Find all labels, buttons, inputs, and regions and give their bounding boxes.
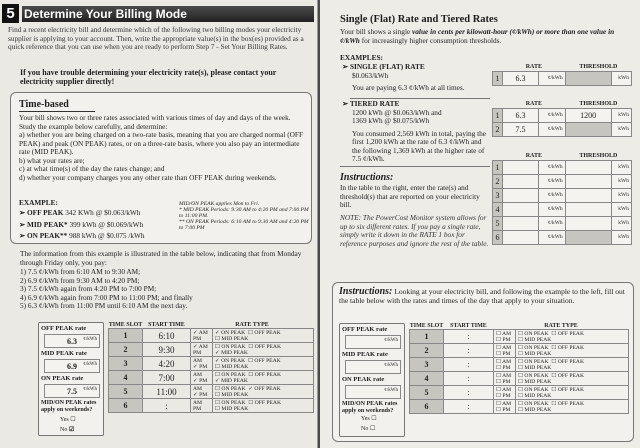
pm-option: PM	[502, 406, 511, 413]
on-peak-option: ON PEAK	[221, 343, 246, 350]
schedule-line: 4) 6.9 ¢/kWh again from 7:00 PM to 11:00 PM; and finally	[20, 292, 193, 302]
slot-number: 3	[109, 357, 143, 371]
ampm-cell[interactable]: ☐ AM ☐ PM	[494, 330, 516, 344]
table-row	[109, 343, 314, 357]
instructions-text: In the table to the right, enter the rate(s) and threshold(s) that are reported on your electricity bill.	[340, 183, 480, 209]
table-row	[109, 371, 314, 385]
col-header: RATE TYPE	[544, 323, 578, 329]
slot-number: 3	[410, 358, 444, 372]
instructions2-heading: Instructions:	[339, 286, 393, 297]
on-peak-option: ON PEAK	[524, 330, 549, 337]
instructions-heading: Instructions:	[340, 172, 394, 183]
rate-input[interactable]: 7.5	[503, 122, 539, 136]
rate-type-cell[interactable]: ☐ ON PEAK ☐ OFF PEAK ✓ MID PEAK	[213, 343, 314, 357]
time-based-heading: Time-based	[19, 99, 69, 110]
off-peak-field[interactable]	[44, 334, 100, 348]
rate-input[interactable]	[503, 202, 539, 216]
off-peak-option: OFF PEAK	[557, 344, 585, 351]
threshold-input	[565, 122, 611, 136]
am-option: AM	[193, 371, 203, 378]
kwh-label: kWh	[611, 71, 631, 85]
unit-label: ¢/kWh	[384, 388, 398, 393]
rates-title: Single (Flat) Rate and Tiered Rates	[340, 14, 498, 25]
mid-peak-label: MID PEAK rate	[41, 350, 87, 357]
unit-label: ¢/kWh	[384, 363, 398, 368]
threshold-input[interactable]	[565, 174, 611, 188]
off-peak-option: OFF PEAK	[557, 400, 585, 407]
rate-value: 988 kWh @ $0.075 /kWh	[69, 231, 145, 240]
mid-peak-value: 6.9	[67, 362, 77, 371]
off-peak-option: OFF PEAK	[254, 399, 282, 406]
threshold-input[interactable]	[565, 216, 611, 230]
schedule-line: 1) 7.5 ¢/kWh from 6:10 AM to 9:30 AM;	[20, 267, 141, 276]
tiered-note: You consumed 2,569 kWh in total, paying the first 1,200 kWh at the rate of 6.3 ¢/kWh and the following 1,369 kWh at the higher rate of 7.5 ¢/kWh.	[352, 128, 487, 163]
rate-name: OFF PEAK	[26, 208, 64, 217]
unit-label: ¢/kWh	[83, 337, 97, 342]
row-number: 6	[493, 230, 503, 244]
note-text: NOTE: The PowerCost Monitor system allows for up to six different rates. If you pay a single rate, simply write it down in the RATE 1 box for reference purposes and ignore the rest of the table.	[340, 213, 489, 248]
am-option: AM	[502, 386, 512, 393]
on-peak-field[interactable]	[44, 384, 100, 398]
unit-label: ¢/kWh	[539, 71, 566, 85]
rate-type-cell[interactable]: ☐ ON PEAK ☐ OFF PEAK ☐ MID PEAK	[516, 400, 629, 414]
table-row	[410, 372, 629, 386]
no-label: No	[60, 427, 68, 433]
threshold-header: THRESHOLD	[579, 100, 618, 107]
table-row	[109, 329, 314, 343]
rate-type-cell[interactable]: ☐ ON PEAK ☐ OFF PEAK ☐ MID PEAK	[213, 399, 314, 413]
slot-number: 1	[109, 329, 143, 343]
tiered-line: 1369 kWh @ $0.075/kWh	[352, 116, 430, 125]
peak-notes	[179, 201, 309, 231]
rate-header: RATE	[525, 152, 542, 159]
row-number: 1	[493, 108, 503, 122]
ampm-cell[interactable]	[191, 399, 213, 413]
table-row	[109, 385, 314, 399]
step-number-badge: 5	[2, 4, 19, 23]
list-item: d) whether your company charges you any other rate than OFF PEAK during weekends.	[19, 172, 277, 182]
row-number: 4	[493, 202, 503, 216]
ampm-cell[interactable]: AM ✓ PM	[191, 385, 213, 399]
schedule-line: 3) 7.5 ¢/kWh again from 4:20 PM to 7:00 PM;	[20, 284, 157, 293]
slot-number: 1	[410, 330, 444, 344]
kwh-label: kWh	[611, 108, 631, 122]
col-header: TIME SLOT	[108, 322, 143, 328]
off-peak-option: OFF PEAK	[557, 358, 585, 365]
yes-label: Yes	[361, 416, 370, 422]
section-title: Determine Your Billing Mode	[22, 6, 314, 22]
pm-option: PM	[193, 335, 202, 342]
schedule-line: 5) 6.3 ¢/kWh from 11:00 PM until 6:10 AM the next day.	[20, 301, 188, 310]
time-based-description: Your bill shows two or three rates associated with various times of day and days of the week. Study the example below carefully, and determine:	[19, 113, 291, 131]
rate-input[interactable]	[503, 216, 539, 230]
col-header: START TIME	[450, 323, 487, 329]
am-option: AM	[193, 357, 203, 364]
unit-label: ¢/kWh	[83, 387, 97, 392]
rate-value: 399 kWh @ $0.069/kWh	[69, 219, 144, 229]
mid-peak-option: MID PEAK	[524, 336, 552, 343]
tiered-title: TIERED RATE	[349, 99, 400, 108]
tiered-line: 1200 kWh @ $0.063/kWh and	[352, 107, 442, 117]
flat-rate-table	[492, 63, 632, 86]
rate-input[interactable]	[503, 230, 539, 244]
unit-label: ¢/kWh	[539, 188, 566, 202]
unit-label: ¢/kWh	[83, 362, 97, 367]
time-slot-table	[108, 322, 314, 413]
slot-number: 2	[109, 343, 143, 357]
row-number: 1	[493, 71, 503, 85]
am-option: AM	[502, 400, 512, 407]
rate-type-cell[interactable]: ☐ ON PEAK ☐ OFF PEAK ✓ MID PEAK	[213, 371, 314, 385]
row-number: 2	[493, 174, 503, 188]
rate-header: RATE	[525, 100, 542, 107]
ampm-cell[interactable]: AM ✓ PM	[191, 371, 213, 385]
mid-peak-option: MID PEAK	[524, 350, 552, 357]
mid-peak-option: MID PEAK	[524, 378, 552, 385]
mid-peak-option: MID PEAK	[221, 377, 248, 384]
weekend-label: MID/ON PEAK rates apply on weekends?	[342, 401, 398, 414]
table-row	[410, 344, 629, 358]
on-peak-option: ON PEAK	[524, 358, 549, 365]
am-option: AM	[198, 343, 208, 350]
table-row	[410, 330, 629, 344]
threshold-input[interactable]: 1200	[565, 108, 611, 122]
threshold-input[interactable]	[565, 202, 611, 216]
blank-rate-table	[492, 152, 632, 245]
rate-input[interactable]: 6.3	[503, 71, 539, 85]
pm-option: PM	[502, 336, 511, 343]
off-peak-option: OFF PEAK	[254, 343, 282, 350]
rate-type-cell[interactable]: ☐ ON PEAK ☐ OFF PEAK ☐ MID PEAK	[516, 344, 629, 358]
list-item: c) at what time(s) of the day the rates change; and	[19, 164, 165, 173]
rate-name: ON PEAK**	[26, 231, 68, 240]
unit-label: ¢/kWh	[539, 230, 566, 244]
pm-option: PM	[502, 378, 511, 385]
on-peak-option: ON PEAK	[524, 400, 549, 407]
table-row	[493, 174, 632, 188]
mid-peak-field[interactable]	[44, 359, 100, 373]
mid-peak-option: MID PEAK	[524, 364, 552, 371]
kwh-label: kWh	[611, 202, 631, 216]
start-time-input[interactable]: :	[444, 372, 494, 386]
instructions2-body: Looking at your electricity bill, and following the example to the left, fill out the table below with the rates and times of the day that apply to your situation.	[339, 287, 625, 305]
start-time-input[interactable]: :	[143, 399, 191, 413]
rate-input[interactable]: 6.3	[503, 108, 539, 122]
rate-name: MID PEAK*	[26, 219, 68, 229]
threshold-input	[565, 230, 611, 244]
am-option: AM	[193, 385, 203, 392]
example-rates: ➢ OFF PEAK 342 KWh @ $0.063/kWh ➢ MID PEAK* 399 kWh @ $0.069/kWh ➢ ON PEAK** 988 kWh @ $0.075 /kWh	[19, 208, 145, 240]
am-option: AM	[502, 358, 512, 365]
list-item: a) whether you are being charged on a two-rate basis, meaning that you are charged normal (OFF PEAK) and peak (ON PEAK) rates, or on a three-rate basis, where you also pay an intermediate rate (MID PEAK).	[19, 130, 304, 156]
row-number: 5	[493, 216, 503, 230]
on-peak-label: ON PEAK rate	[342, 376, 385, 383]
on-peak-value: 7.5	[67, 387, 77, 396]
off-peak-option: OFF PEAK	[557, 372, 585, 379]
ampm-cell[interactable]: ✓ AM PM	[191, 329, 213, 343]
threshold-header: THRESHOLD	[579, 63, 618, 70]
kwh-label: kWh	[611, 122, 631, 136]
yes-label: Yes	[60, 417, 69, 423]
start-time-input[interactable]: 9:30	[143, 343, 191, 357]
ampm-cell[interactable]: ☐ AM ☐ PM	[494, 344, 516, 358]
on-peak-option: ON PEAK	[524, 372, 549, 379]
off-peak-label: OFF PEAK rate	[41, 325, 87, 332]
table-row	[109, 399, 314, 413]
row-number: 1	[493, 160, 503, 174]
table-row	[493, 216, 632, 230]
weekend-yes[interactable]: Yes ☐	[361, 416, 377, 422]
threshold-header: THRESHOLD	[579, 152, 618, 159]
on-peak-label: ON PEAK rate	[41, 375, 84, 382]
examples-label: EXAMPLES:	[340, 53, 383, 62]
slot-number: 6	[410, 400, 444, 414]
kwh-label: kWh	[611, 216, 631, 230]
note-line: ** ON PEAK Periods: 6:10 AM to 9:30 AM and 4:20 PM to 7:00 PM	[179, 219, 309, 231]
slot-number: 2	[410, 344, 444, 358]
divider	[340, 166, 490, 167]
start-time-input[interactable]: 4:20	[143, 357, 191, 371]
start-time-input[interactable]: 7:00	[143, 371, 191, 385]
threshold-input	[565, 71, 611, 85]
fill-in-box	[332, 282, 634, 442]
criteria-list	[19, 131, 309, 182]
time-based-box	[10, 92, 312, 244]
unit-label: ¢/kWh	[384, 338, 398, 343]
flat-rate-example: ➢ SINGLE (FLAT) RATE $0.063/kWh You are paying 6.3 ¢/kWh at all times.	[342, 63, 492, 93]
threshold-input[interactable]	[565, 188, 611, 202]
instructions2-text	[339, 287, 629, 305]
off-peak-value: 6.3	[67, 337, 77, 346]
mid-peak-option: MID PEAK	[221, 349, 248, 356]
unit-label: ¢/kWh	[539, 174, 566, 188]
desc-emphasis: value in cents per kilowatt-hour (¢/kWh) or more than one value in ¢/kWh	[340, 27, 615, 45]
on-peak-option: ON PEAK	[524, 386, 549, 393]
rate-input[interactable]	[503, 188, 539, 202]
off-peak-option: OFF PEAK	[254, 385, 281, 392]
am-option: AM	[502, 330, 512, 337]
mid-peak-option: MID PEAK	[221, 405, 249, 412]
left-page	[0, 0, 318, 448]
info-text: The information from this example is illustrated in the table below, indicating that from Monday through Friday only, you pay:	[20, 249, 302, 267]
off-peak-label: OFF PEAK rate	[342, 326, 388, 333]
no-label: No	[361, 426, 369, 432]
am-option: AM	[193, 399, 203, 406]
off-peak-option: OFF PEAK	[557, 330, 585, 337]
slot-number: 4	[109, 371, 143, 385]
rate-type-cell[interactable]: ☐ ON PEAK ☐ OFF PEAK ☐ MID PEAK	[516, 330, 629, 344]
start-time-input[interactable]: :	[444, 358, 494, 372]
am-option: AM	[198, 329, 208, 336]
table-row	[109, 357, 314, 371]
ampm-cell[interactable]: ☐ AM ☐ PM	[494, 386, 516, 400]
rate-type-cell[interactable]: ☐ ON PEAK ☐ OFF PEAK ☐ MID PEAK	[516, 372, 629, 386]
flat-title: SINGLE (FLAT) RATE	[349, 62, 425, 71]
slot-number: 4	[410, 372, 444, 386]
table-row	[410, 386, 629, 400]
pm-option: PM	[502, 392, 511, 399]
kwh-label: kWh	[611, 230, 631, 244]
slot-number: 5	[109, 385, 143, 399]
weekend-no[interactable]: No ☑	[60, 427, 75, 433]
table-row	[493, 188, 632, 202]
ampm-cell[interactable]: ☐ AM ☐ PM	[494, 372, 516, 386]
am-option: AM	[502, 372, 512, 379]
pm-option: PM	[193, 349, 202, 356]
table-row	[493, 230, 632, 244]
off-peak-option: OFF PEAK	[254, 329, 281, 336]
pm-option: PM	[199, 377, 208, 384]
off-peak-option: OFF PEAK	[254, 357, 281, 364]
schedule-list	[20, 268, 310, 311]
slot-number: 6	[109, 399, 143, 413]
threshold-input[interactable]	[565, 160, 611, 174]
unit-label: ¢/kWh	[539, 202, 566, 216]
slot-number: 5	[410, 386, 444, 400]
weekend-no[interactable]: No ☐	[361, 426, 376, 432]
flat-note: You are paying 6.3 ¢/kWh at all times.	[352, 83, 465, 92]
tiered-rate-table	[492, 100, 632, 137]
kwh-label: kWh	[611, 160, 631, 174]
col-header: RATE TYPE	[235, 322, 269, 328]
on-peak-option: ON PEAK	[221, 399, 246, 406]
unit-label: ¢/kWh	[539, 122, 566, 136]
on-peak-option: ON PEAK	[524, 344, 549, 351]
on-peak-option: ON PEAK	[221, 371, 246, 378]
table-row	[410, 400, 629, 414]
pm-option: PM	[502, 364, 511, 371]
mid-peak-option: MID PEAK	[221, 335, 249, 342]
on-peak-option: ON PEAK	[221, 385, 246, 392]
note-line: MID/ON PEAK applies Mon to Fri.	[179, 201, 260, 207]
ampm-cell[interactable]: AM ✓ PM	[191, 357, 213, 371]
col-header: START TIME	[148, 322, 185, 328]
pm-option: PM	[199, 391, 208, 398]
mid-peak-field[interactable]	[345, 360, 401, 374]
mid-peak-option: MID PEAK	[524, 406, 552, 413]
am-option: AM	[502, 344, 512, 351]
off-peak-field[interactable]	[345, 335, 401, 349]
kwh-label: kWh	[611, 174, 631, 188]
mid-peak-option: MID PEAK	[221, 391, 249, 398]
start-time-input[interactable]: :	[444, 344, 494, 358]
off-peak-option: OFF PEAK	[254, 371, 282, 378]
weekend-label: MID/ON PEAK rates apply on weekends?	[41, 400, 97, 413]
rate-value: 342 KWh @ $0.063/kWh	[65, 208, 141, 217]
rate-input[interactable]	[503, 174, 539, 188]
start-time-input[interactable]: :	[444, 330, 494, 344]
off-peak-option: OFF PEAK	[557, 386, 585, 393]
mid-peak-option: MID PEAK	[524, 392, 552, 399]
schedule-line: 2) 6.9 ¢/kWh from 9:30 AM to 4:20 PM;	[20, 275, 140, 285]
col-header: TIME SLOT	[409, 323, 444, 329]
start-time-input[interactable]: :	[444, 386, 494, 400]
rate-type-cell[interactable]: ☐ ON PEAK ☐ OFF PEAK ☐ MID PEAK	[516, 358, 629, 372]
row-number: 2	[493, 122, 503, 136]
unit-label: ¢/kWh	[539, 108, 566, 122]
rate-type-cell[interactable]: ✓ ON PEAK ☐ OFF PEAK ☐ MID PEAK	[213, 329, 314, 343]
ampm-cell[interactable]: ✓ AM PM	[191, 343, 213, 357]
on-peak-option: ON PEAK	[221, 329, 246, 336]
table-row	[410, 358, 629, 372]
desc-part: Your bill shows a single	[340, 27, 413, 36]
start-time-input[interactable]: 11:00	[143, 385, 191, 399]
kwh-label: kWh	[611, 188, 631, 202]
ampm-cell[interactable]: ☐ AM ☐ PM	[494, 358, 516, 372]
rate-header: RATE	[525, 63, 542, 70]
mid-peak-label: MID PEAK rate	[342, 351, 388, 358]
ampm-cell[interactable]: ☐ AM ☐ PM	[494, 400, 516, 414]
weekend-yes[interactable]: Yes ☐	[60, 417, 76, 423]
pm-option: PM	[193, 405, 202, 412]
rate-input[interactable]	[503, 160, 539, 174]
example-label: EXAMPLE:	[19, 198, 58, 207]
pm-option: PM	[199, 363, 208, 370]
flat-value: $0.063/kWh	[352, 70, 389, 80]
desc-part: for increasingly higher consumption thresholds.	[359, 35, 502, 45]
list-item: b) what your rates are;	[19, 155, 85, 165]
note-line: * MID PEAK Periods: 9:30 AM to 4:20 PM and 7:00 PM to 11:00 PM.	[179, 207, 309, 219]
row-number: 3	[493, 188, 503, 202]
table-row	[493, 160, 632, 174]
heading-underline	[19, 111, 95, 112]
blank-time-slot-table	[409, 323, 629, 414]
contact-supplier-text: If you have trouble determining your electricity rate(s), please contact your electricity supplier directly!	[20, 68, 277, 86]
rate-type-cell[interactable]: ✓ ON PEAK ☐ OFF PEAK ☐ MID PEAK	[213, 357, 314, 371]
on-peak-option: ON PEAK	[221, 357, 246, 364]
start-time-input[interactable]: :	[444, 400, 494, 414]
unit-label: ¢/kWh	[539, 160, 566, 174]
pm-option: PM	[502, 350, 511, 357]
rate-type-cell[interactable]: ☐ ON PEAK ☐ OFF PEAK ☐ MID PEAK	[516, 386, 629, 400]
mid-peak-option: MID PEAK	[221, 363, 249, 370]
intro-text: Find a recent electricity bill and determine which of the following two billing modes your electricity supplier is applying to your account. Then, write the appropriate value(s) in the box(es) provided as a quick reference that you can use when you are ready to perform Step 7 - Set Your Billing Rates.	[8, 25, 304, 51]
on-peak-field[interactable]	[345, 385, 401, 399]
unit-label: ¢/kWh	[539, 216, 566, 230]
rate-type-cell[interactable]: ☐ ON PEAK ✓ OFF PEAK ☐ MID PEAK	[213, 385, 314, 399]
tiered-rate-example: ➢ TIERED RATE 1200 kWh @ $0.063/kWh and 1369 kWh @ $0.075/kWh You consumed 2,569 kWh in total, paying the first 1,200 kWh at the rate of 6.3 ¢/kWh and the following 1,369 kWh at the higher rate of 7.5 ¢/kWh.	[342, 100, 492, 164]
rates-description	[340, 28, 630, 45]
right-page	[320, 0, 640, 448]
table-row	[493, 202, 632, 216]
start-time-input[interactable]: 6:10	[143, 329, 191, 343]
